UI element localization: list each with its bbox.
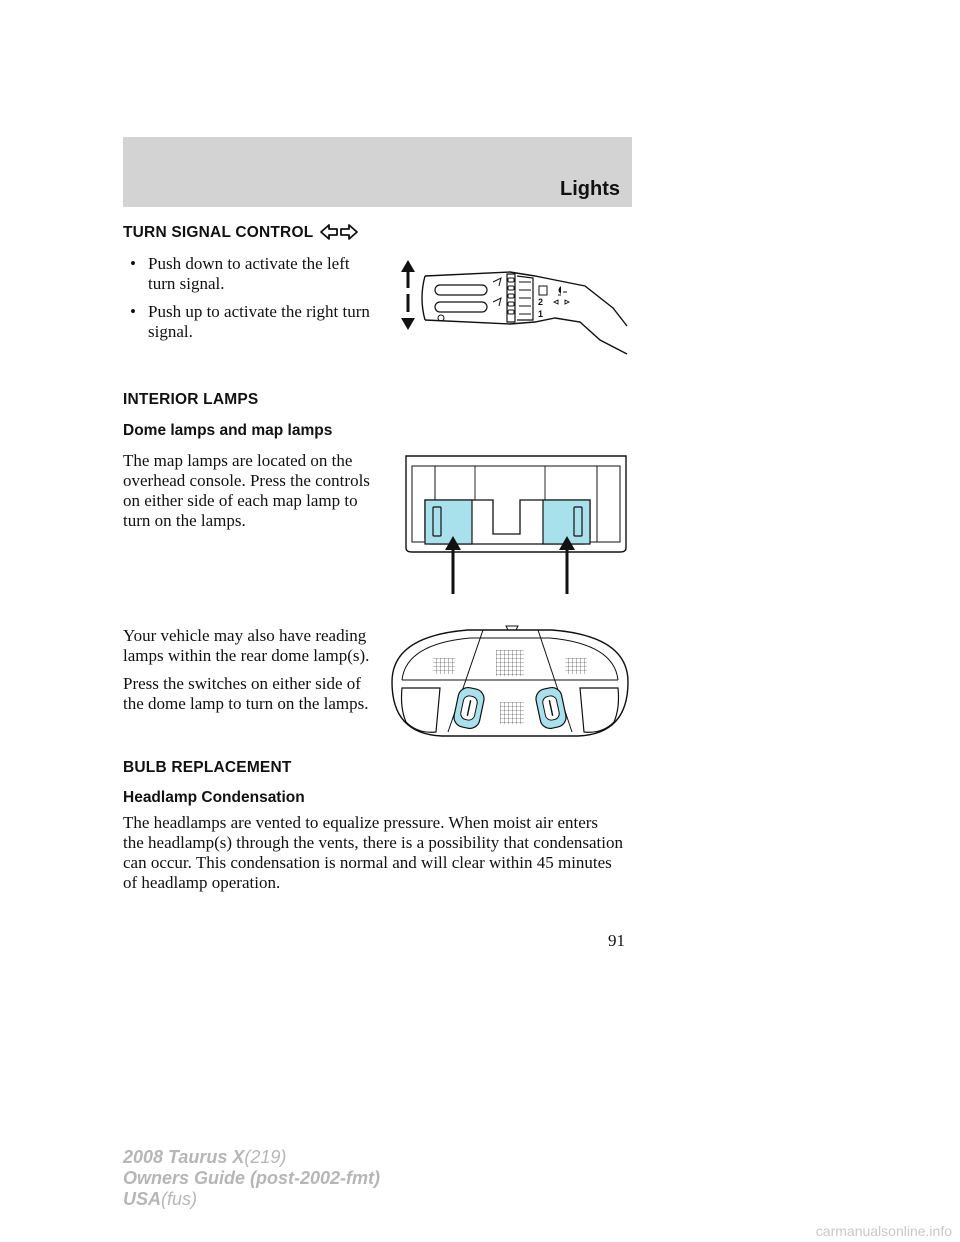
map-lamps-paragraph: The map lamps are located on the overhead console. Press the controls on either side of each map lamp to turn on the lamps. — [123, 451, 370, 530]
interior-lamps-heading: INTERIOR LAMPS — [123, 391, 259, 408]
footer-market-code: (fus) — [161, 1189, 198, 1209]
document-footer — [123, 1147, 380, 1210]
bulb-replacement-heading: BULB REPLACEMENT — [123, 759, 292, 776]
watermark: carmanualsonline.info — [815, 1223, 952, 1239]
overhead-console-illustration — [400, 452, 632, 596]
stalk-label-1: 1 — [538, 309, 544, 319]
dome-lamps-subheading: Dome lamps and map lamps — [123, 422, 333, 439]
turn-signal-heading: TURN SIGNAL CONTROL — [123, 224, 358, 242]
turn-signal-bullets — [130, 254, 380, 342]
turn-signal-stalk-illustration — [395, 258, 630, 358]
section-title: Lights — [560, 178, 620, 200]
headlamp-condensation-subheading: Headlamp Condensation — [123, 789, 305, 806]
map-lamp-left — [425, 500, 472, 544]
bullet-left-signal: • Push down to activate the left turn signal. — [130, 254, 380, 294]
section-header-bar — [123, 137, 632, 207]
turn-signal-arrows-icon — [320, 224, 358, 240]
stalk-label-2: 2 — [538, 297, 544, 307]
up-down-arrow-icon — [401, 260, 415, 330]
reading-lamps-paragraph: Your vehicle may also have reading lamps within the rear dome lamp(s). — [123, 626, 370, 665]
footer-model: 2008 Taurus X — [123, 1147, 245, 1167]
dome-switches-paragraph: Press the switches on either side of the dome lamp to turn on the lamps. — [123, 674, 369, 713]
headlamp-condensation-paragraph: The headlamps are vented to equalize pressure. When moist air enters the headlamp(s) through the vents, there is a possibility that condensation can occur. This condensation is normal and will clear within 45 minutes of headlamp operation. — [123, 813, 623, 892]
footer-model-code: (219) — [244, 1147, 287, 1167]
bullet-right-signal: • Push up to activate the right turn signal. — [130, 302, 380, 342]
page-number: 91 — [608, 931, 625, 950]
footer-guide-format: Owners Guide (post-2002-fmt) — [123, 1168, 381, 1188]
footer-market: USA — [123, 1189, 162, 1209]
rear-dome-lamp-illustration — [388, 622, 632, 742]
